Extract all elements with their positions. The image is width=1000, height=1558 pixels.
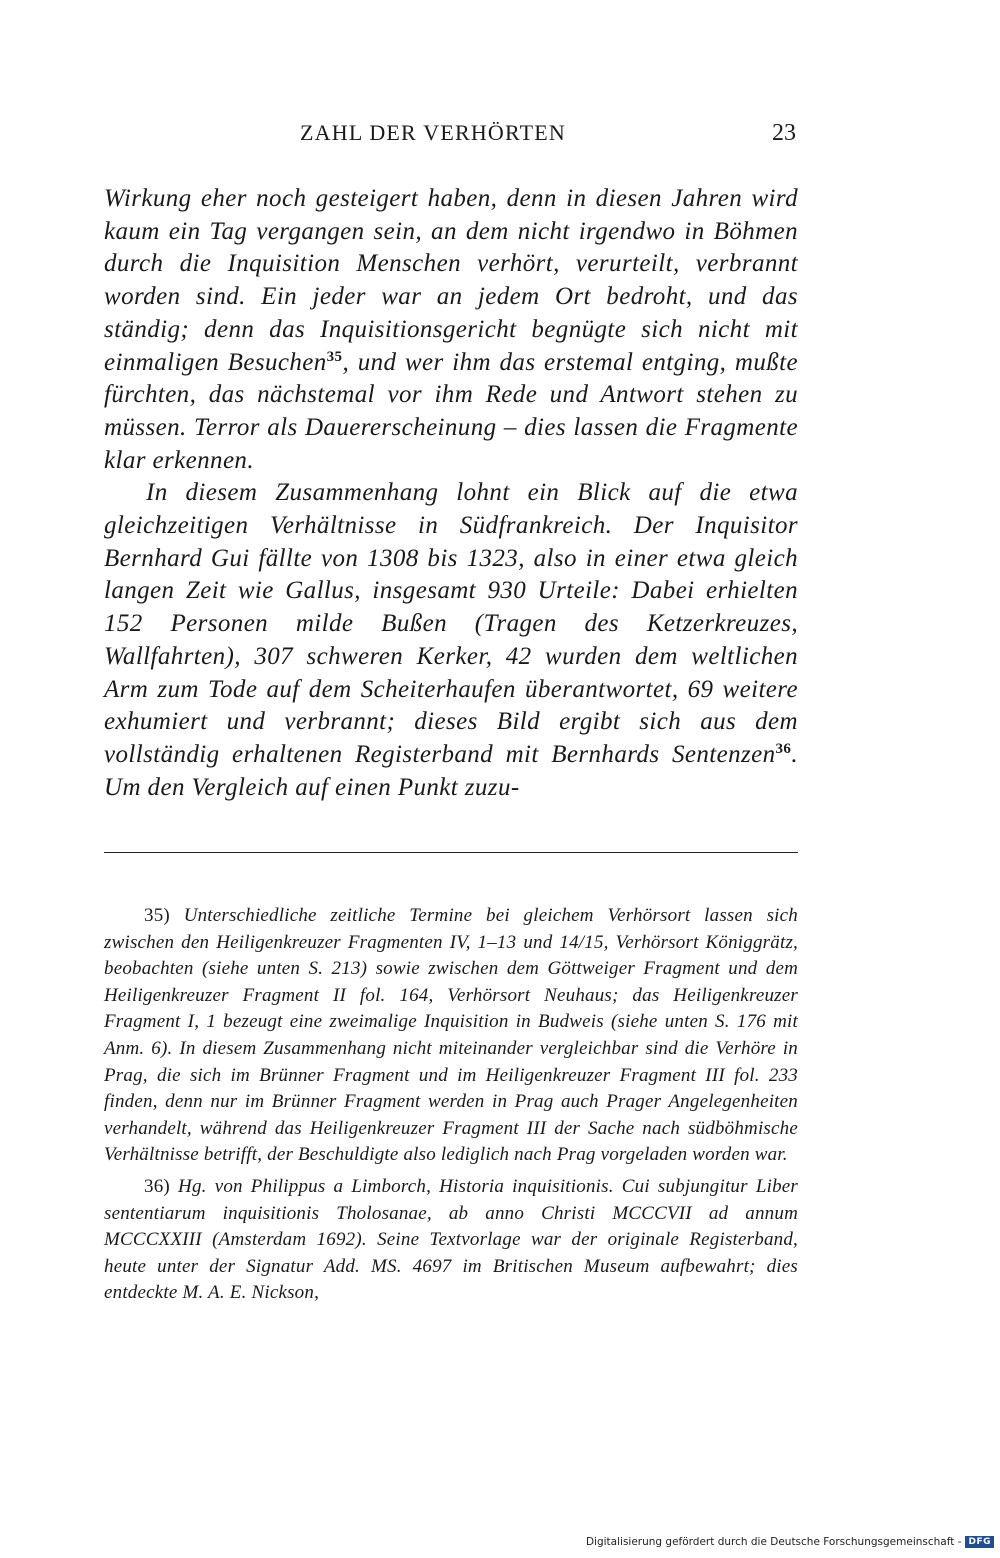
main-text	[104, 183, 798, 804]
footnote-text: Unterschiedliche zeitliche Termine bei gleichem Verhörsort lassen sich zwischen den Heiligenkreuzer Fragmenten IV, 1–13 und 14/15, Verhörsort Königgrätz, beobachten (siehe unten S. 213) sowie zwischen dem Göttweiger Fragment und dem Heiligenkreuzer Fragment II fol. 164, Verhörsort Neuhaus; das Heiligenkreuzer Fragment I, 1 bezeugt eine zweimalige Inquisition in Budweis (siehe unten S. 176 mit Anm. 6). In diesem Zusammenhang nicht miteinander vergleichbar sind die Verhöre in Prag, die sich im Brünner Fragment und im Heiligenkreuzer Fragment III fol. 233 finden, denn nur im Brünner Fragment werden in Prag auch Prager Angelegenheiten verhandelt, während das Heiligenkreuzer Fragment III der Sache nach südböhmische Verhältnisse betrifft, der Beschuldigte also lediglich nach Prag vorgeladen worden war.	[104, 905, 798, 1166]
digitization-credit	[586, 1536, 994, 1548]
page-number: 23	[772, 120, 796, 146]
paragraph-text: , und wer ihm das erstemal entging, mußte fürchten, das nächstemal vor ihm Rede und Antwort stehen zu müssen. Terror als Dauererscheinung – dies lassen die Fragmente klar erkennen.	[104, 348, 798, 474]
page-header	[300, 120, 796, 154]
footnote-35	[104, 903, 798, 1169]
credit-text: Digitalisierung gefördert durch die Deutsche Forschungsgemeinschaft -	[585, 1536, 962, 1548]
paragraph-text: Wirkung eher noch gesteigert haben, denn in diesen Jahren wird kaum ein Tag vergangen sein, an dem nicht irgendwo in Böhmen durch die Inquisition Menschen verhört, verurteilt, verbrannt worden sind. Ein jeder war an jedem Ort bedroht, und das ständig; denn das Inquisitionsgericht begnügte sich nicht mit einmaligen Besuchen	[104, 185, 798, 376]
footnote-label: 36)	[144, 1175, 170, 1197]
footnotes	[104, 903, 798, 1312]
paragraph-text: . Um den Vergleich auf einen Punkt zuzu-	[104, 740, 798, 801]
footnote-reference-35[interactable]: 35	[326, 348, 343, 365]
footnote-reference-36[interactable]: 36	[775, 740, 792, 757]
footnote-36	[104, 1174, 798, 1307]
footnote-label: 35)	[144, 905, 170, 926]
paragraph	[104, 183, 798, 477]
footnote-divider	[104, 852, 798, 853]
dfg-logo-icon: DFG	[965, 1536, 994, 1548]
paragraph-text: In diesem Zusammenhang lohnt ein Blick auf die etwa gleichzeitigen Verhältnisse in Südfrankreich. Der Inquisitor Bernhard Gui fällte von 1308 bis 1323, also in einer etwa gleich langen Zeit wie Gallus, insgesamt 930 Urteile: Dabei erhielten 152 Personen milde Bußen (Tragen des Ketzerkreuzes, Wallfahrten), 307 schweren Kerker, 42 wurden dem weltlichen Arm zum Tode auf dem Scheiterhaufen überantwortet, 69 weitere exhumiert und verbrannt; dieses Bild ergibt sich aus dem vollständig erhaltenen Registerband mit Bernhards Sentenzen	[104, 479, 798, 768]
paragraph	[104, 477, 798, 804]
running-title: ZAHL DER VERHÖRTEN	[300, 120, 566, 145]
footnote-text: Hg. von Philippus a Limborch, Historia inquisitionis. Cui subjungitur Liber sententiarum inquisitionis Tholosanae, ab anno Christi MCCCVII ad annum MCCCXXIII (Amsterdam 1692). Seine Textvorlage war der originale Registerband, heute unter der Signatur Add. MS. 4697 im Britischen Museum aufbewahrt; dies entdeckte M. A. E. Nickson,	[104, 1175, 798, 1304]
